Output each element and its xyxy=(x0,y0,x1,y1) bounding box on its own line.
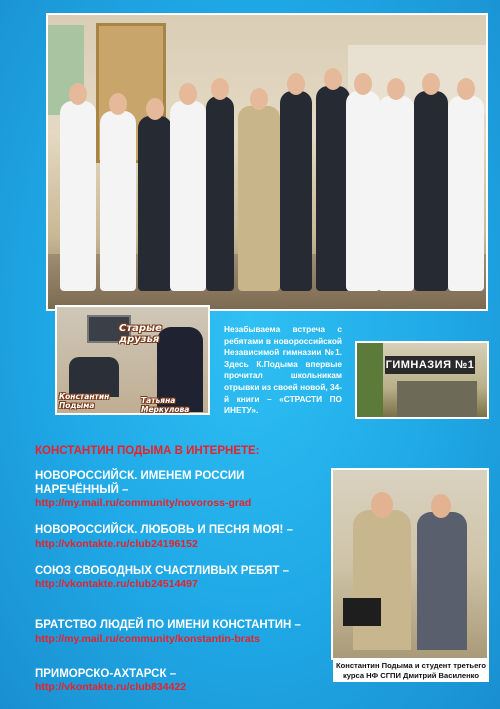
gymnasium-photo xyxy=(355,341,489,419)
link-item xyxy=(35,470,325,510)
student-photo-caption: Константин Подыма и студент третьего курса НФ СГПИ Дмитрий Василенко xyxy=(333,660,489,682)
person-figure xyxy=(138,116,172,291)
gymnasium-sign: ГИМНАЗИЯ №1 xyxy=(385,356,475,374)
bag-shape xyxy=(343,598,381,626)
link-title: СОЮЗ СВОБОДНЫХ СЧАСТЛИВЫХ РЕБЯТ – xyxy=(35,564,290,577)
name-label-right: Татьяна Меркулова xyxy=(141,396,190,414)
link-title: НОВОРОССИЙСК. ИМЕНЕМ РОССИИ НАРЕЧЁННЫЙ – xyxy=(35,470,245,496)
old-friends-photo xyxy=(55,305,210,415)
person-figure xyxy=(448,96,484,291)
link-item xyxy=(35,565,325,592)
link-title: БРАТСТВО ЛЮДЕЙ ПО ИМЕНИ КОНСТАНТИН – xyxy=(35,619,301,631)
meeting-caption: Незабываема встреча с ребятами в новороссийской Независимой гимназии №1. Здесь К.Подыма впервые прочитал школьникам отрывки из своей новой, 34-й книги – «СТРАСТИ ПО ИНЕТУ». xyxy=(224,324,342,416)
person-figure xyxy=(316,86,350,291)
link-item xyxy=(35,619,325,646)
link-url[interactable]: http://my.mail.ru/community/konstantin-brats xyxy=(35,632,260,645)
link-url[interactable]: http://vkontakte.ru/club24514497 xyxy=(35,578,198,590)
links-header: КОНСТАНТИН ПОДЫМА В ИНТЕРНЕТЕ: xyxy=(35,445,260,457)
person-figure xyxy=(346,91,380,291)
link-title: ПРИМОРСКО-АХТАРСК – xyxy=(35,667,177,680)
group-photo xyxy=(46,13,488,311)
link-item xyxy=(35,668,325,695)
student-photo xyxy=(331,468,489,660)
link-url[interactable]: http://vkontakte.ru/club834422 xyxy=(35,681,187,693)
person-head xyxy=(431,494,451,518)
link-url[interactable]: http://vkontakte.ru/club24196152 xyxy=(35,537,198,550)
link-url[interactable]: http://my.mail.ru/community/novoross-grad xyxy=(35,497,252,509)
name-label-left: Константин Подыма xyxy=(59,392,110,410)
internet-links-section xyxy=(35,445,325,708)
person-figure xyxy=(353,510,411,650)
person-figure xyxy=(238,106,280,291)
person-figure xyxy=(170,101,206,291)
person-figure xyxy=(417,512,467,650)
person-figure xyxy=(378,96,414,291)
person-figure xyxy=(69,357,119,397)
person-figure xyxy=(100,111,136,291)
person-figure xyxy=(206,96,234,291)
tree-shape xyxy=(357,343,383,419)
entrance-shape xyxy=(397,381,477,417)
person-head xyxy=(371,492,393,518)
person-figure xyxy=(60,101,96,291)
link-title: НОВОРОССИЙСК. ЛЮБОВЬ И ПЕСНЯ МОЯ! – xyxy=(35,524,293,536)
person-figure xyxy=(280,91,312,291)
person-figure xyxy=(414,91,448,291)
link-item xyxy=(35,524,325,551)
friends-label: Старые друзья xyxy=(119,323,162,345)
